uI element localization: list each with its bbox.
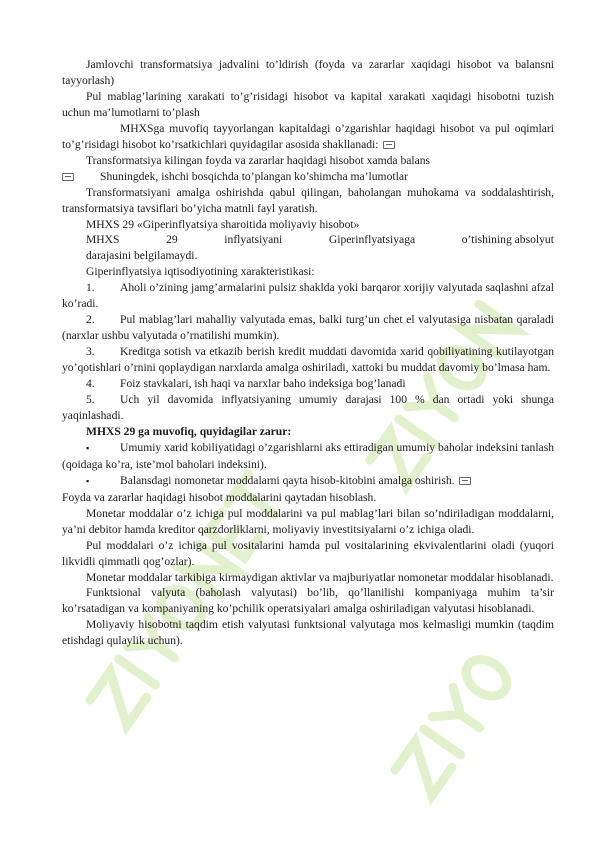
mini-box-icon bbox=[62, 173, 74, 181]
list-number: 5. bbox=[86, 393, 95, 407]
list-text: Aholi o’zining jamg’armalarini pulsiz shaklda yoki barqaror xorijiy valyutada saqlashni afzal ko’radi. bbox=[62, 281, 554, 311]
paragraph: Jamlovchi transformatsiya jadvalini to’ldirish (foyda va zararlar xaqidagi hisobot va balansni tayyorlash) bbox=[62, 58, 554, 87]
bullet-text: Umumiy xarid kobiliyatidagi o’zgarishlarni aks ettiradigan umumiy baholar indeksini tanlash (qoidaga ko’ra, iste’mol baholari indeksini). bbox=[62, 440, 554, 471]
list-text: Foiz stavkalari, ish haqi va narxlar baho indeksiga bog’lanadi bbox=[120, 377, 406, 391]
word: 29 bbox=[166, 233, 178, 247]
list-number: 1. bbox=[86, 281, 95, 295]
square-bullet-icon: ▪ bbox=[86, 442, 90, 453]
paragraph: MHXS 29 «Giperinflyatsiya sharoitida moliyaviy hisobot» bbox=[86, 217, 360, 231]
paragraph bbox=[62, 121, 554, 153]
paragraph: Transformatsiya kilingan foyda va zararlar haqidagi hisobot xamda balans bbox=[86, 153, 431, 167]
paragraph: Pul moddalari o’z ichiga pul vositalarini hamda pul vositalarining ekvivalentlarini oladi (yuqori likvidli qimmatli qog’ozlar). bbox=[62, 538, 554, 568]
word: Giperinflyatsiyaga bbox=[328, 233, 416, 247]
word: MHXS bbox=[86, 233, 120, 247]
paragraph: Funktsional valyuta (baholash valyutasi) bo’lib, qo’llanilishi kompaniyaga muhim ta’sir ko’rsatadigan va kompaniyaning ko’pchilik operatsiyalari amalga oshiriladigan valyutasi hisoblanadi. bbox=[62, 586, 554, 616]
paragraph-text: MHXSga muvofiq tayyorlangan kapitaldagi o’zgarishlar haqidagi hisobot va pul oqimlari to’g’risidagi hisobot ko’rsatkichlari quyidagilar asosida shakllanadi: bbox=[62, 121, 554, 151]
mini-box-icon bbox=[459, 477, 471, 485]
list-item bbox=[62, 376, 554, 392]
paragraph: Transformatsiyani amalga oshirishda qabul qilingan, baholangan muhokama va soddalashtirish, transformatsiya tavsiflari bo’yicha matnli fayl yaratish. bbox=[62, 185, 554, 215]
paragraph: Monetar moddalar o’z ichiga pul moddalarini va pul mablag’lari bilan so’ndiriladigan moddalarni, ya’ni debitor hamda kreditor qarzdorliklarni, moliyaviy investitsiyalarni o’z ichiga oladi. bbox=[62, 506, 554, 536]
paragraph bbox=[62, 169, 554, 185]
paragraph: Pul mablag’larining xarakati to’g’risidagi hisobot va kapital xarakati xaqidagi hisobotni tuzish uchun ma’lumotlarni to’plash bbox=[62, 89, 554, 119]
paragraph: Foyda va zararlar haqidagi hisobot moddalarini qaytadan hisoblash. bbox=[62, 490, 377, 504]
list-item bbox=[62, 344, 554, 376]
list-item bbox=[62, 280, 554, 312]
paragraph: darajasini belgilamaydi. bbox=[86, 249, 198, 263]
bullet-item bbox=[62, 440, 554, 473]
list-text: Uch yil davomida inflyatsiyaning umumiy darajasi 100 % dan ortadi yoki shunga yaqinlashadi. bbox=[62, 393, 554, 422]
list-item bbox=[62, 312, 554, 344]
bullet-item bbox=[62, 473, 554, 490]
paragraph: Giperinflyatsiya iqtisodiyotining xarakteristikasi: bbox=[86, 265, 315, 279]
word: inflyatsiyani bbox=[224, 233, 283, 247]
paragraph: Monetar moddalar tarkibiga kirmaydigan aktivlar va majburiyatlar nomonetar moddalar hisoblanadi. bbox=[86, 570, 554, 584]
word: o’tishining absolyut bbox=[461, 233, 554, 247]
list-text: Pul mablag’lari mahalliy valyutada emas, balki turg’un chet el valyutasiga nisbatan qaraladi (narxlar ushbu valyutada o’rnatilishi mumkin). bbox=[62, 313, 554, 343]
list-number: 2. bbox=[86, 313, 95, 327]
square-bullet-icon: ▪ bbox=[86, 475, 90, 486]
mini-box-icon bbox=[383, 141, 395, 149]
bullet-text: Balansdagi nomonetar moddalarni qayta hisob-kitobini amalga oshirish. bbox=[120, 473, 455, 487]
spread-line bbox=[62, 232, 554, 248]
list-number: 4. bbox=[86, 377, 95, 391]
paragraph: Moliyaviy hisobotni taqdim etish valyutasi funktsional valyutaga mos kelmasligi mumkin (taqdim etishdagi qulaylik uchun). bbox=[62, 618, 554, 648]
list-text: Kreditga sotish va etkazib berish kredit muddati davomida xarid qobiliyatining kutilayotgan yo’qotishlari o’rnini qoplaydigan narxlarda amalga oshiriladi, xattoki bu muddat davomiy bo’lmasa ham. bbox=[62, 345, 554, 375]
paragraph-text: Shuningdek, ishchi bosqichda to’plangan ko’shimcha ma’lumotlar bbox=[100, 169, 408, 183]
list-number: 3. bbox=[86, 345, 95, 359]
section-heading: MHXS 29 ga muvofiq, quyidagilar zarur: bbox=[86, 424, 292, 438]
list-item bbox=[62, 392, 554, 424]
document-page bbox=[62, 57, 554, 649]
